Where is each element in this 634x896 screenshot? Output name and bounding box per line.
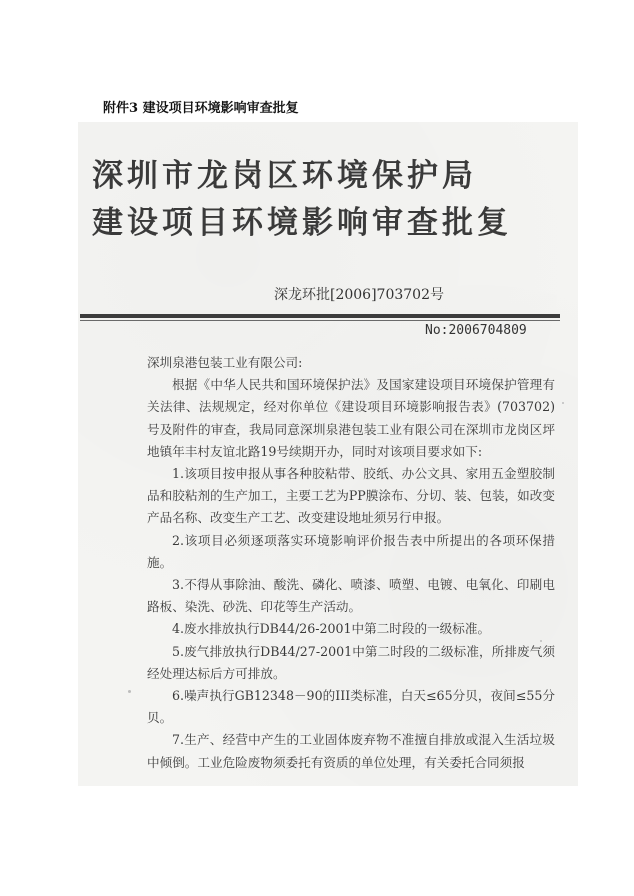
document-title: 建设项目环境影响审查批复 <box>92 205 512 241</box>
serial-number: No:2006704809 <box>425 323 527 338</box>
header-rule-thick <box>80 314 560 318</box>
addressee: 深圳泉港包装工业有限公司: <box>147 355 303 370</box>
scan-speck <box>128 690 131 693</box>
requirement-5: 5.废气排放执行DB44/27-2001中第二时段的二级标准，所排废气须经处理达标后方可排放。 <box>147 643 555 681</box>
requirement-1: 1.该项目按申报从事各种胶粘带、胶纸、办公文具、家用五金塑胶制品和胶粘剂的生产加工，主要工艺为PP膜涂布、分切、装、包装，如改变产品名称、改变生产工艺、改变建设地址须另行申报。 <box>147 466 555 526</box>
document-number: 深龙环批[2006]703702号 <box>274 287 444 303</box>
attachment-title: 附件3 建设项目环境影响审查批复 <box>103 101 299 116</box>
scan-speck <box>562 402 564 404</box>
requirement-2: 2.该项目必须逐项落实环境影响评价报告表中所提出的各项环保措施。 <box>147 532 555 570</box>
scan-speck <box>540 640 542 642</box>
requirement-4: 4.废水排放执行DB44/26-2001中第二时段的一级标准。 <box>172 621 491 637</box>
requirement-7: 7.生产、经营中产生的工业固体废弃物不准擅自排放或混入生活垃圾中倾倒。工业危险废物须委托有资质的单位处理，有关委托合同须报 <box>147 732 555 770</box>
intro-paragraph: 根据《中华人民共和国环境保护法》及国家建设项目环境保护管理有关法律、法规规定，经对你单位《建设项目环境影响报告表》(703702)号及附件的审查，我局同意深圳泉港包装工业有限公司在深圳市龙岗区坪地镇年丰村友谊北路19号续期开办，同时对该项目要求如下: <box>147 377 555 459</box>
requirement-3: 3.不得从事除油、酸洗、磷化、喷漆、喷塑、电镀、电氧化、印刷电路板、染洗、砂洗、印花等生产活动。 <box>147 577 555 615</box>
header-rule-thin <box>80 320 560 321</box>
bureau-name: 深圳市龙岗区环境保护局 <box>92 158 477 194</box>
document-body <box>147 352 555 774</box>
requirement-6: 6.噪声执行GB12348－90的III类标准，白天≤65分贝，夜间≤55分贝。 <box>147 688 555 726</box>
